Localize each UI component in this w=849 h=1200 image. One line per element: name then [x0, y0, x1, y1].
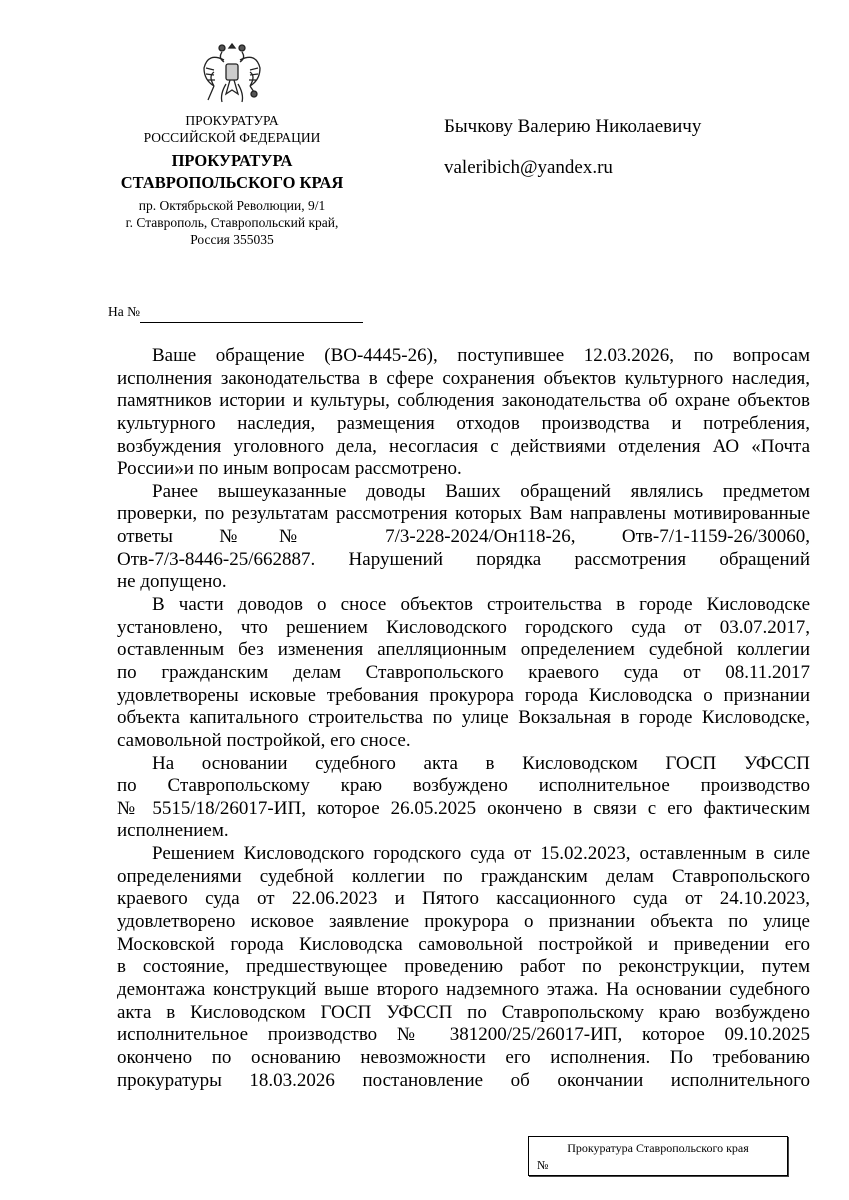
- paragraph-line: установлено, что решением Кисловодского городского суда от 03.07.2017,: [117, 616, 810, 638]
- paragraph-line: Московской города Кисловодска самовольной постройкой и приведении его: [117, 933, 810, 955]
- paragraph-line: удовлетворены исковые требования прокурора города Кисловодска о признании: [117, 684, 810, 706]
- paragraph: [117, 843, 810, 1092]
- paragraph: [117, 481, 810, 594]
- paragraph-line: В части доводов о сносе объектов строительства в городе Кисловодске: [152, 594, 810, 616]
- paragraph: [117, 345, 810, 481]
- paragraph-line: акта в Кисловодском ГОСП УФССП по Ставропольскому краю возбуждено: [117, 1001, 810, 1023]
- stamp-number-label: №: [537, 1158, 549, 1172]
- address-line1: пр. Октябрьской Революции, 9/1: [138, 198, 326, 213]
- paragraph-line: Отв-7/3-8446-25/662887. Нарушений порядка рассмотрения обращений: [117, 548, 810, 570]
- registration-stamp-box: [528, 1136, 788, 1176]
- address-line3: Россия 355035: [190, 232, 274, 247]
- paragraph-line: оставленным без изменения апелляционным определением судебной коллегии: [117, 639, 810, 661]
- reference-number-label: На №: [108, 304, 140, 319]
- paragraph-line: России»и по иным вопросам рассмотрено.: [117, 458, 462, 480]
- paragraph-line: в состояние, предшествующее проведению работ по реконструкции, путем: [117, 956, 810, 978]
- paragraph-line: по Ставропольскому краю возбуждено исполнительное производство: [117, 775, 810, 797]
- paragraph-line: На основании судебного акта в Кисловодском ГОСП УФССП: [152, 752, 810, 774]
- paragraph-line: окончено по основанию невозможности его исполнения. По требованию: [117, 1046, 810, 1068]
- recipient-name: Бычкову Валерию Николаевичу: [444, 116, 702, 137]
- address-line2: г. Ставрополь, Ставропольский край,: [125, 215, 339, 230]
- paragraph-line: исполнения законодательства в сфере сохранения объектов культурного наследия,: [117, 367, 810, 389]
- coat-of-arms-emblem: [200, 38, 264, 110]
- paragraph-line: определениями судебной коллегии по гражданским делам Ставропольского: [117, 865, 810, 887]
- dept-name-line2: СТАВРОПОЛЬСКОГО КРАЯ: [120, 173, 344, 192]
- org-name-line2: РОССИЙСКОЙ ФЕДЕРАЦИИ: [143, 130, 321, 145]
- recipient-email: valeribich@yandex.ru: [444, 157, 613, 178]
- stamp-title: Прокуратура Ставропольского края: [567, 1141, 749, 1155]
- paragraph: [117, 594, 810, 752]
- paragraph-line: не допущено.: [117, 571, 227, 593]
- paragraph-line: самовольной постройкой, его сносе.: [117, 729, 411, 751]
- paragraph-line: объекта капитального строительства по улице Вокзальная в городе Кисловодске,: [117, 707, 810, 729]
- reference-number-line: [140, 322, 363, 323]
- paragraph-line: краевого суда от 22.06.2023 и Пятого кассационного суда от 24.10.2023,: [117, 888, 810, 910]
- paragraph-line: № 5515/18/26017-ИП, которое 26.05.2025 окончено в связи с его фактическим: [117, 797, 810, 819]
- paragraph-line: памятников истории и культуры, соблюдения законодательства об охране объектов: [117, 390, 810, 412]
- paragraph-line: исполнением.: [117, 820, 229, 842]
- paragraph-line: исполнительное производство № 381200/25/26017-ИП, которое 09.10.2025: [117, 1024, 810, 1046]
- paragraph-line: ответы №№ 7/3-228-2024/Он118-26, Отв-7/1-1159-26/30060,: [117, 526, 810, 548]
- paragraph-line: демонтажа конструкций выше второго надземного этажа. На основании судебного: [117, 978, 810, 1000]
- paragraph-line: Ранее вышеуказанные доводы Ваших обращений являлись предметом: [152, 480, 810, 502]
- paragraph-line: прокуратуры 18.03.2026 постановление об окончании исполнительного: [117, 1069, 810, 1091]
- dept-name-line1: ПРОКУРАТУРА: [171, 151, 293, 170]
- paragraph: [117, 753, 810, 844]
- letter-body: [117, 345, 810, 1092]
- paragraph-line: по гражданским делам Ставропольского краевого суда от 08.11.2017: [117, 661, 810, 683]
- paragraph-line: удовлетворено исковое заявление прокурора о признании объекта по улице: [117, 911, 810, 933]
- paragraph-line: культурного наследия, размещения отходов производства и потребления,: [117, 412, 810, 434]
- paragraph-line: Решением Кисловодского городского суда от 15.02.2023, оставленным в силе: [152, 843, 810, 865]
- paragraph-line: проверки, по результатам рассмотрения которых Вам направлены мотивированные: [117, 503, 810, 525]
- paragraph-line: Ваше обращение (ВО-4445-26), поступившее 12.03.2026, по вопросам: [152, 345, 810, 366]
- paragraph-line: возбуждения уголовного дела, несогласия с действиями отделения АО «Почта: [117, 435, 810, 457]
- org-name-line1: ПРОКУРАТУРА: [185, 113, 279, 128]
